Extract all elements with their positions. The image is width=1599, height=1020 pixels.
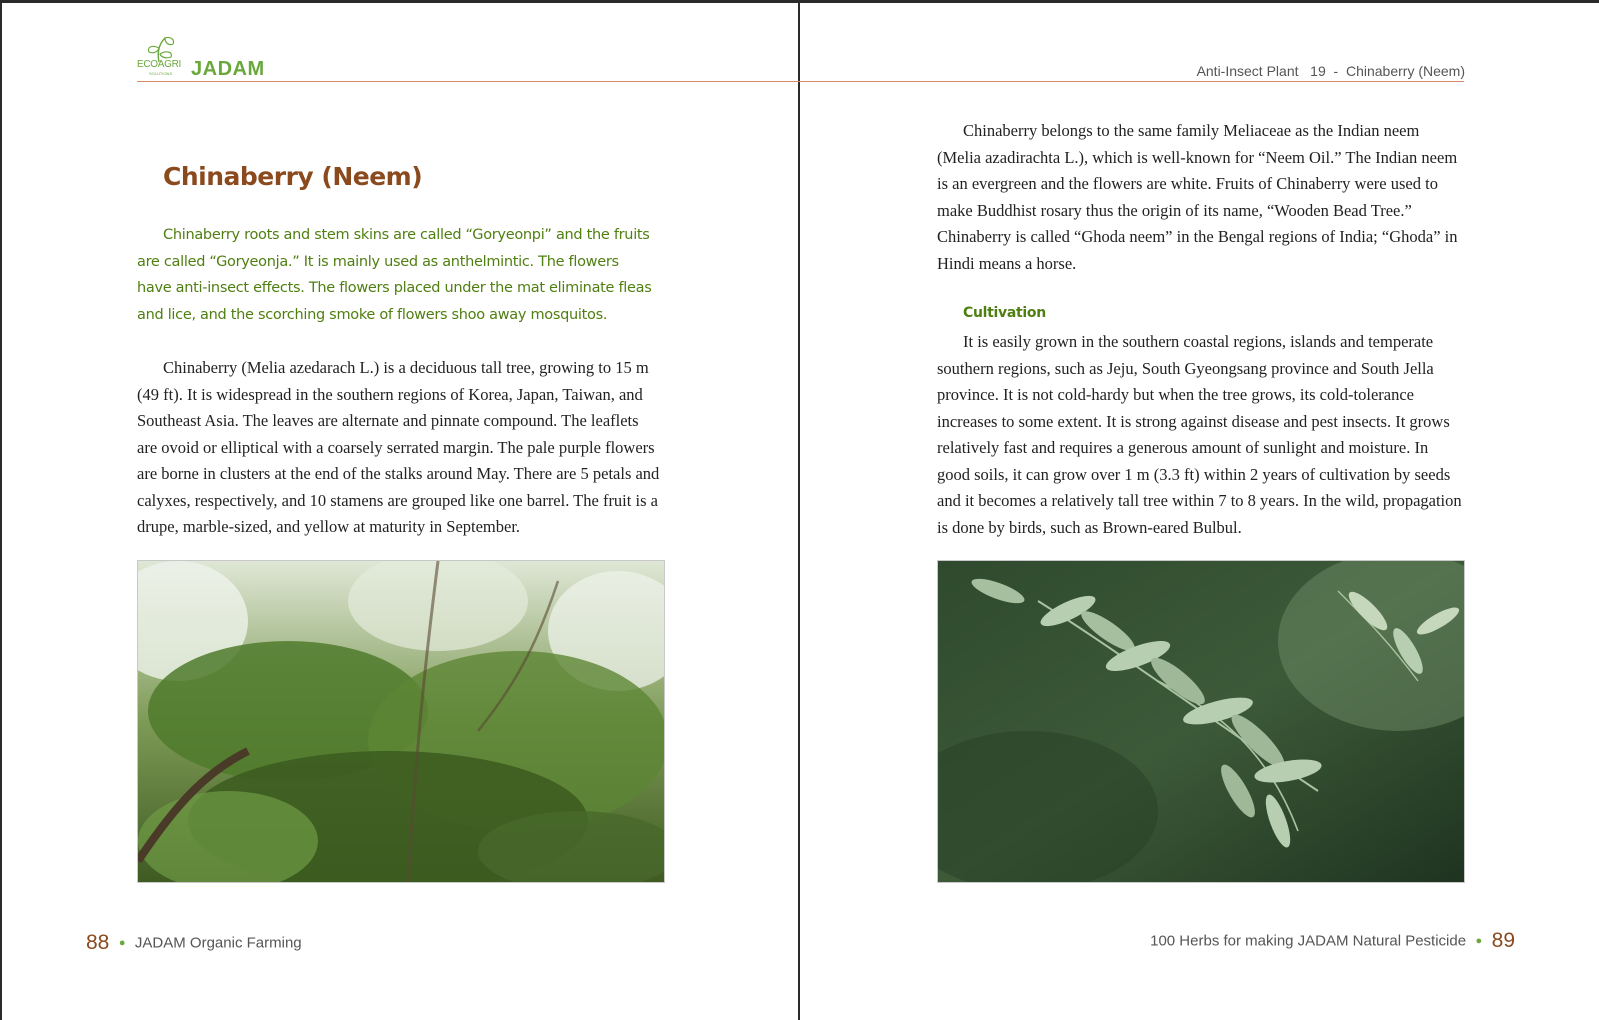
chinaberry-tree-photo-image (138, 561, 665, 883)
footer-book-title-left: JADAM Organic Farming (134, 934, 302, 952)
neem-comparison-paragraph: Chinaberry belongs to the same family Meliaceae as the Indian neem (Melia azadirachta L.), which is well-known for “Neem Oil.” The Indian neem is an evergreen and the flowers are white. Fruits of Chinaberry were used to make Buddhist rosary thus the origin of its name, “Wooden Bead Tree.” Chinaberry is called “Ghoda neem” in the Bengal regions of India; “Ghoda” in Hindi means a horse. (937, 121, 1458, 273)
chinaberry-leaves-photo-image (938, 561, 1465, 883)
page-number-right: 89 (1491, 929, 1515, 952)
running-head: Anti-Insect Plant 19 - Chinaberry (Neem) (1196, 63, 1465, 79)
footer-right (1150, 929, 1515, 953)
bullet-icon: ● (1475, 935, 1483, 947)
cultivation-paragraph: It is easily grown in the southern coastal regions, islands and temperate southern regions, such as Jeju, South Gyeongsang province and South Jella province. It is not cold-hardy but when the tree grows, its cold-tolerance increases to some extent. It is strong against disease and pest insects. It grows relatively fast and requires a generous amount of sunlight and moisture. In good soils, it can grow over 1 m (3.3 ft) within 2 years of cultivation by seeds and it becomes a relatively tall tree within 7 to 8 years. In the wild, propagation is done by birds, such as Brown-eared Bulbul. (937, 332, 1462, 537)
chinaberry-leaves-photo (937, 560, 1465, 883)
logo-jadam-text: JADAM (191, 58, 265, 80)
description-paragraph: Chinaberry (Melia azedarach L.) is a deciduous tall tree, growing to 15 m (49 ft). It is widespread in the southern regions of Korea, Japan, Taiwan, and Southeast Asia. The leaves are alternate and pinnate compound. The leaflets are ovoid or elliptical with a coarsely serrated margin. The pale purple flowers are borne in clusters at the end of the stalks around May. There are 5 petals and calyxes, respectively, and 10 stamens are grouped like one barrel. The fruit is a drupe, marble-sized, and yellow at maturity in September. (137, 358, 660, 536)
cultivation-heading: Cultivation (963, 305, 1046, 321)
page-number-left: 88 (86, 931, 110, 954)
footer-book-title-right: 100 Herbs for making JADAM Natural Pesticide (1150, 932, 1467, 950)
bullet-icon: ● (118, 937, 126, 949)
book-spine-divider (798, 0, 800, 1020)
intro-paragraph: Chinaberry roots and stem skins are called “Goryeonpi” and the fruits are called “Goryeonja.” It is mainly used as anthelmintic. The flowers have anti-insect effects. The flowers placed under the mat eliminate fleas and lice, and the scorching smoke of flowers shoo away mosquitos. (137, 227, 652, 323)
page-title: Chinaberry (Neem) (163, 162, 423, 191)
logo-solutions-text: SOLUTIONS (149, 71, 173, 76)
logo-ecoagri-text: ECOAGRI (137, 59, 182, 70)
left-edge (0, 0, 2, 1020)
header-rule (137, 81, 1464, 82)
footer-left (86, 931, 302, 955)
chinaberry-tree-photo (137, 560, 665, 883)
